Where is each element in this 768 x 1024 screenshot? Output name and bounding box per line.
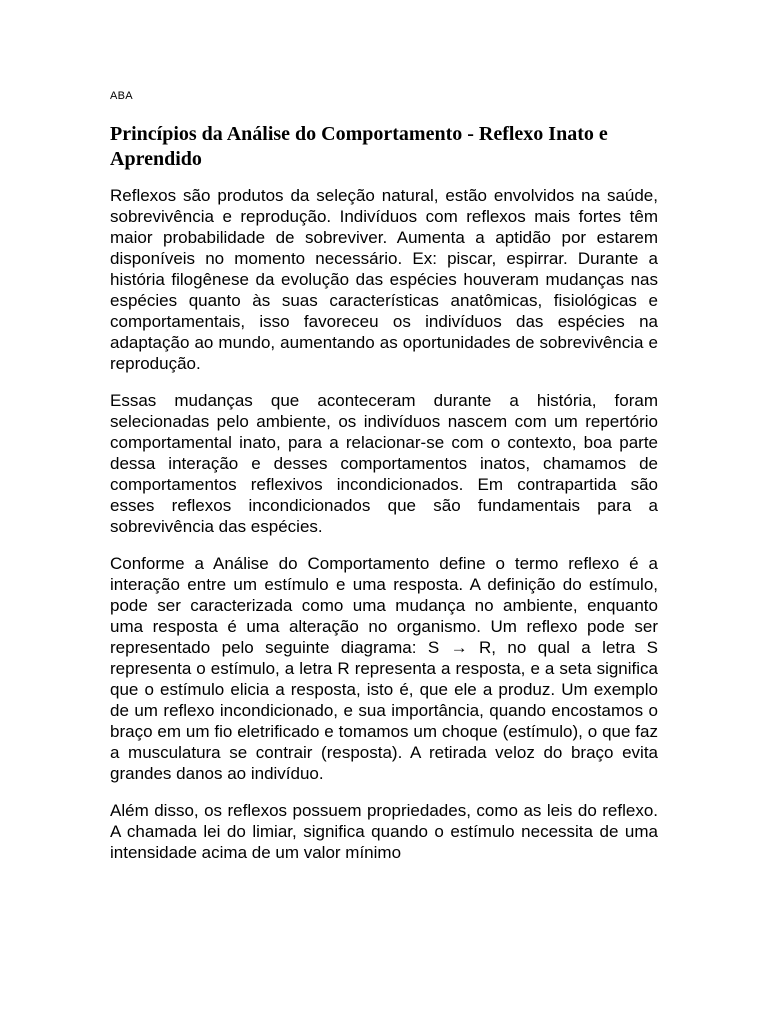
document-body: [110, 185, 658, 879]
paragraph-4: Além disso, os reflexos possuem propriedades, como as leis do reflexo. A chamada lei do limiar, significa quando o estímulo necessita de uma intensidade acima de um valor mínimo: [110, 801, 658, 862]
document-title: Princípios da Análise do Comportamento - Reflexo Inato e Aprendido: [110, 123, 608, 170]
paragraph-2: Essas mudanças que aconteceram durante a história, foram selecionadas pelo ambiente, os indivíduos nascem com um repertório comportamental inato, para a relacionar-se com o contexto, boa parte dessa interação e desses comportamentos inatos, chamamos de comportamentos reflexivos incondicionados. Em contrapartida são esses reflexos incondicionados que são fundamentais para a sobrevivência das espécies.: [110, 391, 658, 536]
document-page: [110, 0, 658, 1024]
header-label: ABA: [110, 90, 133, 102]
paragraph-3: Conforme a Análise do Comportamento define o termo reflexo é a interação entre um estímulo e uma resposta. A definição do estímulo, pode ser caracterizada como uma mudança no ambiente, enquanto uma resposta é uma alteração no organismo. Um reflexo pode ser representado pelo seguinte diagrama: S → R, no qual a letra S representa o estímulo, a letra R representa a resposta, e a seta significa que o estímulo elicia a resposta, isto é, que ele a produz. Um exemplo de um reflexo incondicionado, e sua importância, quando encostamos o braço em um fio eletrificado e tomamos um choque (estímulo), o que faz a musculatura se contrair (resposta). A retirada veloz do braço evita grandes danos ao indivíduo.: [110, 554, 658, 783]
paragraph-1: Reflexos são produtos da seleção natural, estão envolvidos na saúde, sobrevivência e reprodução. Indivíduos com reflexos mais fortes têm maior probabilidade de sobreviver. Aumenta a aptidão por estarem disponíveis no momento necessário. Ex: piscar, espirrar. Durante a história filogênese da evolução das espécies houveram mudanças nas espécies quanto às suas características anatômicas, fisiológicas e comportamentais, isso favoreceu os indivíduos das espécies na adaptação ao mundo, aumentando as oportunidades de sobrevivência e reprodução.: [110, 186, 658, 373]
